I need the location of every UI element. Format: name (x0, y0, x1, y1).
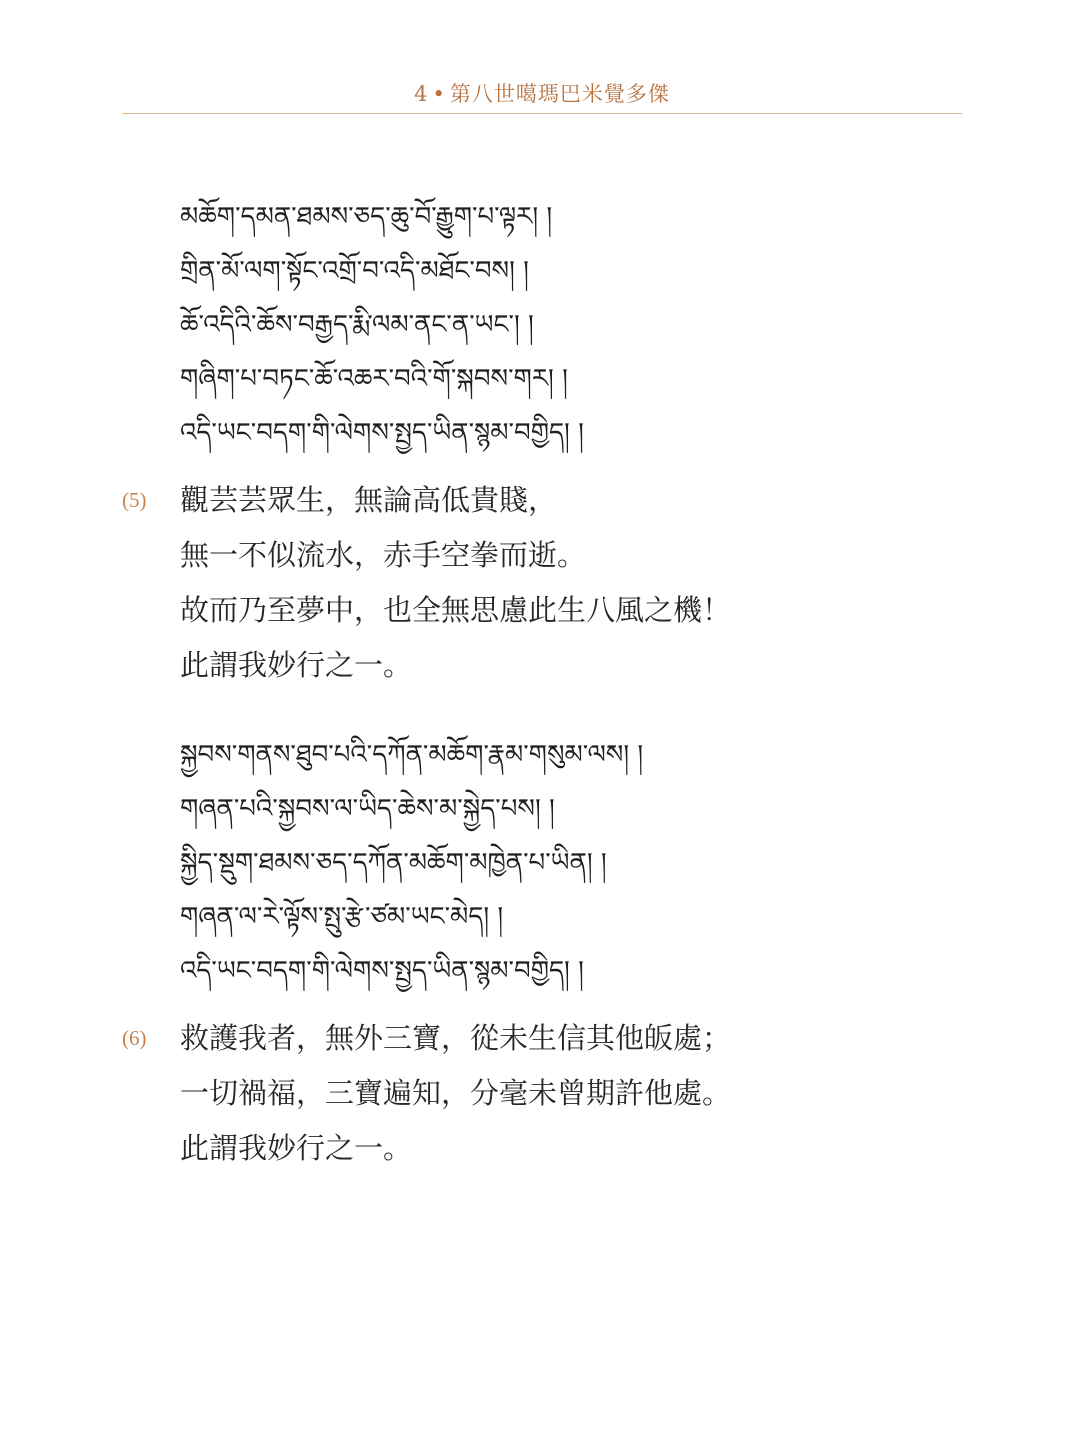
tibetan-line: མཆོག་དམན་ཐམས་ཅད་ཆུ་བོ་རྒྱུག་པ་ལྟར། ། (180, 202, 553, 232)
verse-number: (6) (122, 1026, 147, 1050)
verse-line: 觀芸芸眾生，無論高低貴賤， (180, 483, 558, 517)
tibetan-line: སྐྱབས་གནས་ཐུབ་པའི་དཀོན་མཆོག་རྣམ་གསུམ་ལས། ། (180, 740, 644, 770)
tibetan-line: སྐྱིད་སྡུག་ཐམས་ཅད་དཀོན་མཆོག་མཁྱེན་པ་ཡིན། ། (180, 848, 607, 878)
verse-line: 此謂我妙行之一。 (180, 648, 413, 682)
verse-lines (180, 1011, 731, 1176)
tibetan-verse-block-1 (180, 190, 780, 460)
verse-line: 此謂我妙行之一。 (180, 1131, 413, 1165)
verse-number: (5) (122, 488, 147, 512)
tibetan-verse-block-2 (180, 728, 780, 998)
tibetan-line: འདི་ཡང་བདག་གི་ལེགས་སྤྱད་ཡིན་སྙམ་བགྱིད། ། (180, 418, 584, 448)
tibetan-line: ཆོ་འདིའི་ཆོས་བརྒྱད་རྨི་ལམ་ནང་ན་ཡང་། ། (180, 310, 534, 340)
verse-line: 無一不似流水，赤手空拳而逝。 (180, 538, 587, 572)
verse-lines (180, 473, 731, 693)
tibetan-line: འདི་ཡང་བདག་གི་ལེགས་སྤྱད་ཡིན་སྙམ་བགྱིད། ། (180, 956, 584, 986)
tibetan-line: གཞན་པའི་སྐྱབས་ལ་ཡིད་ཆེས་མ་སྐྱེད་པས། ། (180, 794, 555, 824)
page-number: 4 (414, 82, 429, 106)
tibetan-line: གཞན་ལ་རེ་ལྟོས་སྤུ་རྩེ་ཙམ་ཡང་མེད། ། (180, 902, 504, 932)
verse-line: 救護我者，無外三寶，從未生信其他皈處； (180, 1021, 732, 1055)
verse-line: 故而乃至夢中，也全無思慮此生八風之機！ (180, 593, 732, 627)
header-rule (122, 113, 962, 114)
tibetan-line: གྲིན་མོ་ལག་སྟོང་འགྲོ་བ་འདི་མཐོང་བས། ། (180, 256, 529, 286)
running-header (122, 78, 962, 108)
verse-line: 一切禍福，三寶遍知，分毫未曾期許他處。 (180, 1076, 732, 1110)
book-title: 第八世噶瑪巴米覺多傑 (449, 82, 670, 106)
header-bullet: • (432, 82, 446, 106)
tibetan-line: གཞིག་པ་བཏང་ཆོ་འཆར་བའི་གོ་སྐབས་གར། ། (180, 364, 568, 394)
